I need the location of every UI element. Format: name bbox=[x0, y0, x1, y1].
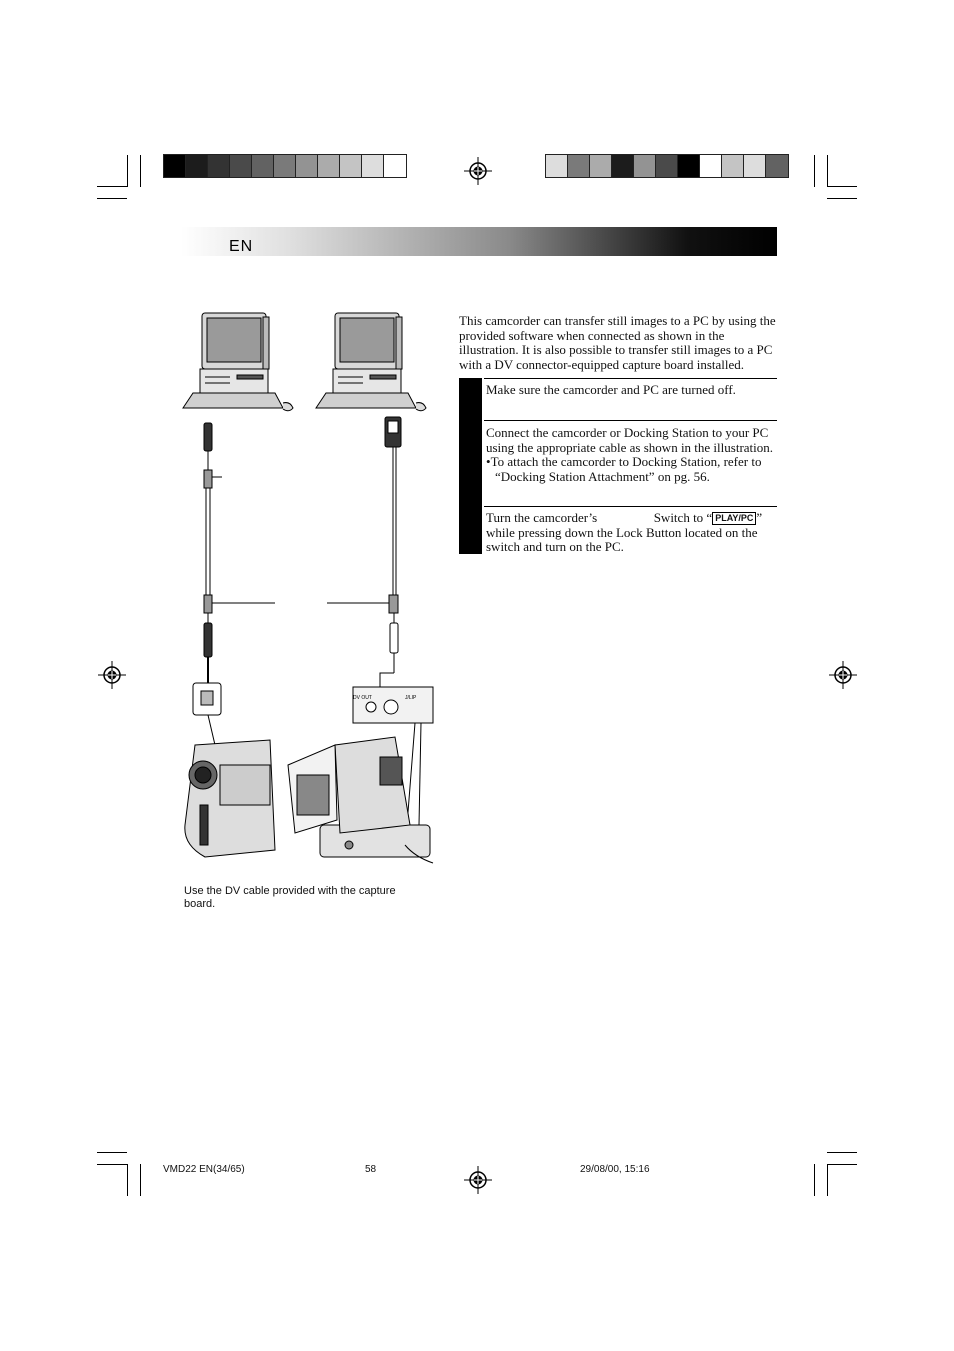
camcorder-left bbox=[185, 740, 275, 857]
play-pc-key-label: PLAY/PC bbox=[712, 512, 756, 525]
step-3-text-b: Switch to “ bbox=[653, 510, 713, 525]
connection-illustration bbox=[175, 305, 440, 865]
color-bar-left-swatch bbox=[230, 155, 252, 177]
color-bar-left-swatch bbox=[274, 155, 296, 177]
color-bar-left-swatch bbox=[296, 155, 318, 177]
color-bar-right-swatch bbox=[546, 155, 568, 177]
jack-label-left: DV OUT bbox=[353, 695, 372, 701]
registration-mark-left bbox=[98, 661, 126, 689]
language-label: EN bbox=[229, 238, 254, 255]
step-divider bbox=[484, 420, 777, 421]
step-3-text-c: ” while pressing down the Lock Button located on the switch and turn on the PC. bbox=[486, 510, 763, 554]
step-1-text: Make sure the camcorder and PC are turned off. bbox=[486, 382, 736, 397]
section-header-bar bbox=[181, 227, 777, 256]
dv-jack-detail bbox=[193, 683, 221, 745]
color-bar-right-swatch bbox=[590, 155, 612, 177]
jack-label-right: J/LIP bbox=[405, 695, 417, 701]
color-bar-right-swatch bbox=[722, 155, 744, 177]
step-2-text: Connect the camcorder or Docking Station to your PC using the appropriate cable as shown in the illustration. bbox=[486, 425, 774, 455]
step-3 bbox=[486, 511, 778, 555]
color-bar-right-swatch bbox=[612, 155, 634, 177]
step-number-column bbox=[459, 378, 482, 554]
footer-timestamp: 29/08/00, 15:16 bbox=[580, 1164, 650, 1175]
color-bar-left-swatch bbox=[362, 155, 384, 177]
color-bar-left-swatch bbox=[252, 155, 274, 177]
color-bar-right-swatch bbox=[656, 155, 678, 177]
step-divider bbox=[484, 506, 777, 507]
registration-mark-bottom bbox=[464, 1166, 492, 1194]
color-bar-right-swatch bbox=[678, 155, 700, 177]
registration-mark-top bbox=[464, 157, 492, 185]
color-bar-left-swatch bbox=[384, 155, 406, 177]
registration-mark-right bbox=[829, 661, 857, 689]
color-bar-left-swatch bbox=[164, 155, 186, 177]
color-bar-right-swatch bbox=[634, 155, 656, 177]
footer-doc-id: VMD22 EN(34/65) bbox=[163, 1164, 245, 1175]
footer-page-number: 58 bbox=[365, 1164, 377, 1175]
color-bar-right-swatch bbox=[568, 155, 590, 177]
color-bar-left-swatch bbox=[318, 155, 340, 177]
step-2 bbox=[486, 426, 778, 484]
figure-caption: Use the DV cable provided with the capture board. bbox=[184, 885, 396, 910]
color-bar-left-swatch bbox=[186, 155, 208, 177]
pc-right-icon bbox=[316, 313, 426, 411]
color-bar-right-swatch bbox=[766, 155, 788, 177]
camcorder-docking-station bbox=[288, 737, 433, 863]
step-divider bbox=[484, 378, 777, 379]
color-bar-left-swatch bbox=[208, 155, 230, 177]
step-2-bullet: •To attach the camcorder to Docking Station, refer to “Docking Station Attachment” on pg. 56. bbox=[486, 454, 762, 484]
color-bar-right-swatch bbox=[700, 155, 722, 177]
dv-cable bbox=[204, 423, 222, 685]
color-bar-right bbox=[545, 154, 789, 178]
pc-left-icon bbox=[183, 313, 293, 411]
usb-serial-cable bbox=[385, 417, 401, 673]
color-bar-left-swatch bbox=[340, 155, 362, 177]
color-bar-right-swatch bbox=[744, 155, 766, 177]
intro-paragraph: This camcorder can transfer still images to a PC by using the provided software when connected as shown in the illustration. It is also possible to transfer still images to a PC with a DV connector-equipped capture board installed. bbox=[459, 313, 776, 372]
step-3-text-a: Turn the camcorder’s bbox=[486, 510, 598, 525]
color-bar-left bbox=[163, 154, 407, 178]
